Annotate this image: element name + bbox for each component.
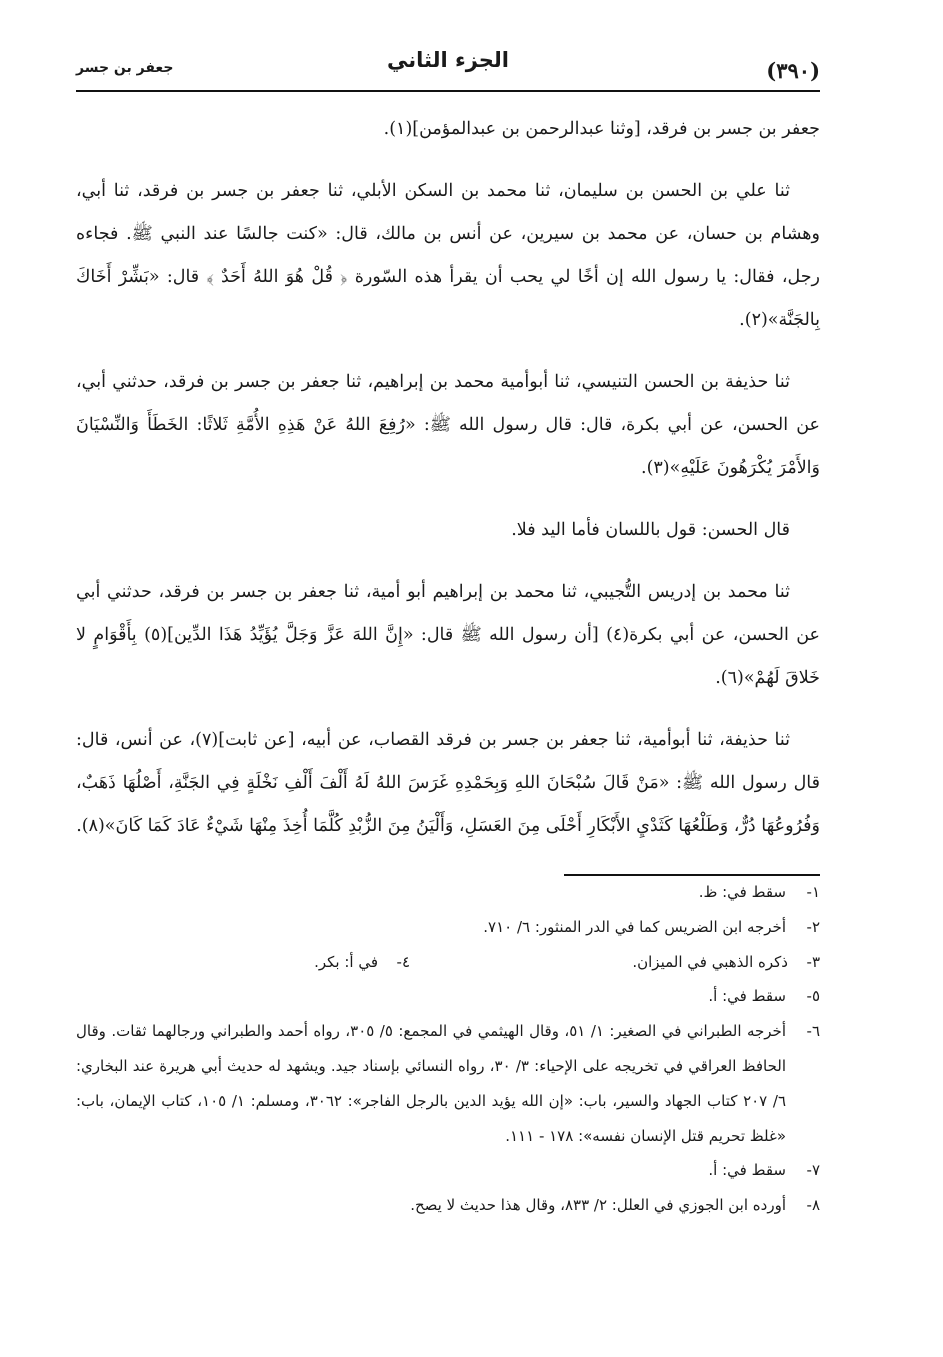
paragraph-2: ثنا علي بن الحسن بن سليمان، ثنا محمد بن السكن الأبلي، ثنا جعفر بن جسر بن فرقد، ثنا أبي، وهشام بن حسان، عن محمد بن سيرين، عن أنس بن مالك، قال: «كنت جالسًا عند النبي ﷺ. فجاءه رجل، فقال: يا رسول الله إن أخًا لي يحب أن يقرأ هذه السّورة ﴿ قُلْ هُوَ اللهُ أَحَدٌ ﴾ قال: «بَشِّرْ أَخَاكَ بِالجَنَّة»(٢). [76,181,820,330]
footnote-text: سقط في: ظ. [698,883,786,901]
header-divider [76,90,820,92]
footnote-number: ٣- [806,952,820,971]
footnote-text: أخرجه ابن الضريس كما في الدر المنثور: ٦/ ٧١٠. [483,917,786,936]
footnote-3 [632,945,820,980]
main-text [76,108,820,867]
footnote-6 [76,1014,820,1153]
footnote-8 [76,1188,820,1223]
footnote-number: ٢- [806,917,820,936]
book-page [76,0,820,1357]
footnotes [76,875,820,1223]
part-title: الجزء الثاني [386,48,509,72]
footnote-number: ٤- [396,952,410,971]
footnote-2 [76,910,820,945]
footnote-text: أخرجه الطبراني في الصغير: ١/ ٥١، وقال الهيثمي في المجمع: ٥/ ٣٠٥، رواه أحمد والطبراني ورجالهما ثقات. وقال الحافظ العراقي في تخريجه على الإحياء: ٣/ ٣٠، رواه النسائي بإسناد جيد. ويشهد له حديث أبي هريرة عند البخاري: ٦/ ٢٠٧ كتاب الجهاد والسير، باب: «إن الله يؤيد الدين بالرجل الفاجر»: ٣٠٦٢، ومسلم: ١/ ١٠٥، كتاب الإيمان، باب: «غلظ تحريم قتل الإنسان نفسه»: ١٧٨ - ١١١. [76,1022,786,1145]
footnote-text: ذكره الذهبي في الميزان. [632,952,788,971]
footnote-text: سقط في: أ. [708,987,786,1006]
footnote-1 [76,875,820,910]
paragraph-3: ثنا حذيفة بن الحسن التنيسي، ثنا أبوأمية محمد بن إبراهيم، ثنا جعفر بن جسر بن فرقد، حدثني أبي، عن الحسن، عن أبي بكرة، قال: قال رسول الله ﷺ: «رُفِعَ اللهُ عَنْ هَذِهِ الأُمَّةِ ثَلاثًا: الخَطَأَ وَالنِّسْيَانَ وَالأَمْرَ يُكْرَهُونَ عَلَيْهِ»(٣). [76,372,820,478]
footnote-5 [76,979,820,1014]
running-head: جعفر بن جسر [76,60,174,76]
footnote-text: سقط في: أ. [708,1161,786,1180]
paragraph-1: جعفر بن جسر بن فرقد، [وثنا عبدالرحمن بن عبدالمؤمن](١). [383,119,820,139]
footnote-text: أورده ابن الجوزي في العلل: ٢/ ٨٣٣، وقال هذا حديث لا يصح. [410,1196,786,1215]
footnote-text: في أ: بكر. [314,952,378,971]
footnote-number: ٧- [806,1161,820,1180]
page-header [76,46,820,92]
paragraph-4: قال الحسن: قول باللسان فأما اليد فلا. [511,520,790,540]
footnote-number: ٥- [806,987,820,1006]
footnote-7 [76,1153,820,1188]
page-number: (٣٩٠) [766,58,820,83]
footnote-row-3-4 [76,945,820,980]
footnote-number: ١- [806,883,820,901]
footnote-4 [314,945,410,980]
paragraph-5: ثنا محمد بن إدريس التُّجيبي، ثنا محمد بن إبراهيم أبو أمية، ثنا جعفر بن جسر بن فرقد، حدثني أبي عن الحسن، عن أبي بكرة(٤) [أن رسول الله ﷺ قال: «إِنَّ اللهَ عَزَّ وَجَلَّ يُؤَيِّدُ هَذَا الدِّين](٥) بِأَقْوَامٍ لا خَلاقَ لَهُمْ»(٦). [76,582,820,688]
footnote-number: ٦- [806,1022,820,1041]
paragraph-6: ثنا حذيفة، ثنا أبوأمية، ثنا جعفر بن جسر بن فرقد القصاب، عن أبيه، [عن ثابت](٧)، عن أنس، قال: قال رسول الله ﷺ: «مَنْ قَالَ سُبْحَانَ اللهِ وَبِحَمْدِهِ غَرَسَ اللهُ لَهُ أَلْفَ أَلْفِ نَخْلَةٍ فِي الجَنَّةِ، أَصْلُهَا ذَهَبٌ، وَفُرُوعُهَا دُرٌّ، وَطَلْعُهَا كَثَدْيِ الأَبْكَارِ أَحْلَى مِنَ العَسَلِ، وَأَلْيَنُ مِنَ الزُّبْدِ كُلَّمَا أُخِذَ مِنْهَا شَيْءٌ عَادَ كَمَا كَانَ»(٨). [76,730,820,836]
footnote-number: ٨- [806,1196,820,1215]
